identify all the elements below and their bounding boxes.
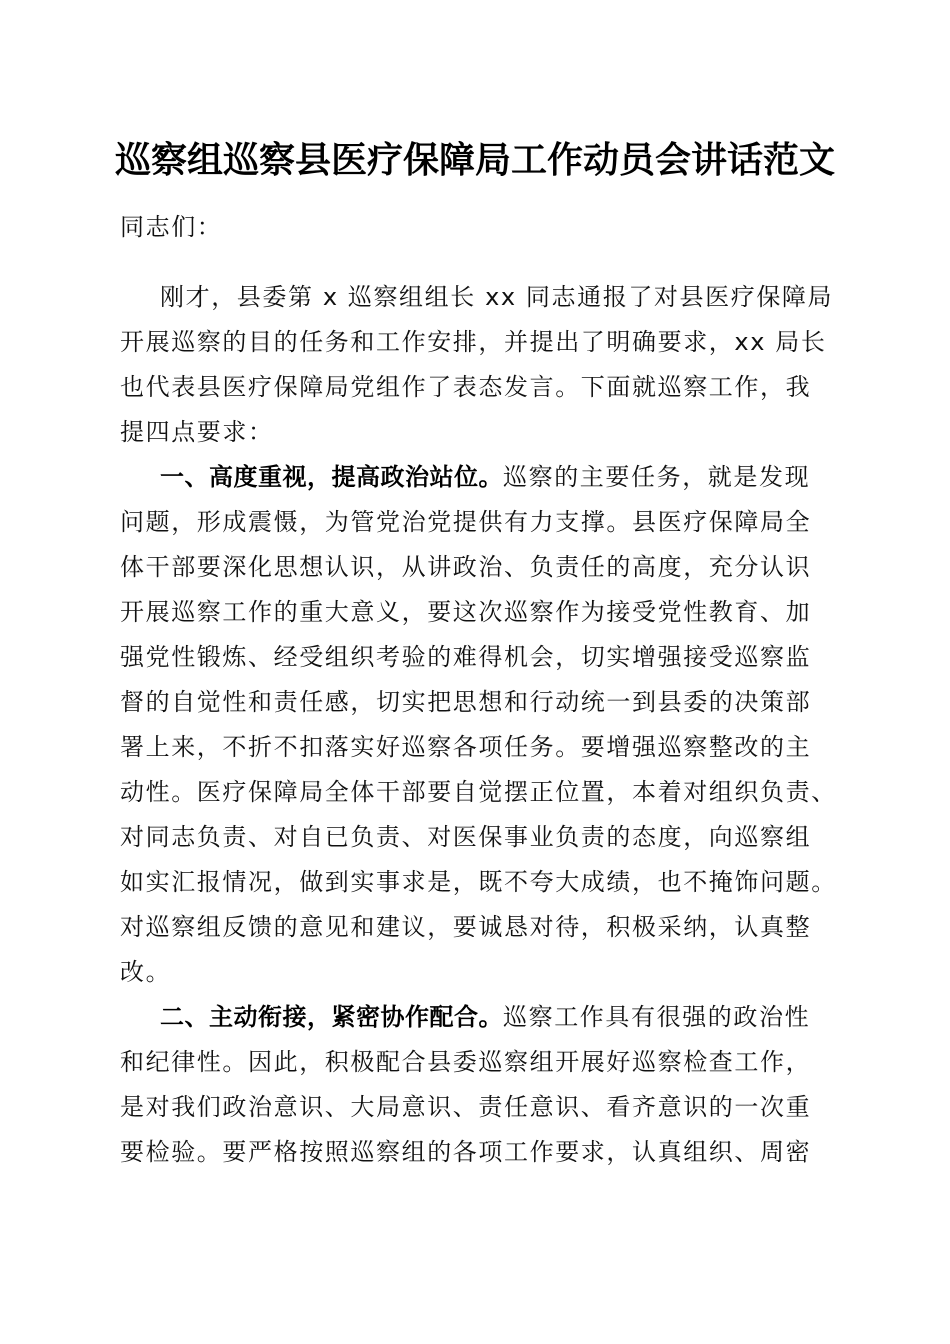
line-text: 是对我们政治意识、大局意识、责任意识、看齐意识的一次重 <box>120 1093 812 1121</box>
line-text: 体干部要深化思想认识，从讲政治、负责任的高度，充分认识 <box>120 553 812 581</box>
line-text: 和纪律性。因此，积极配合县委巡察组开展好巡察检查工作， <box>120 1048 812 1076</box>
section-heading: 一、高度重视，提高政治站位。 <box>160 463 503 491</box>
line-text: 巡察的主要任务，就是发现 <box>503 463 811 491</box>
paragraph-line <box>120 1085 811 1130</box>
paragraph-line <box>120 410 274 455</box>
paragraph-line <box>120 680 811 725</box>
line-text: 刚才，县委第 x 巡察组组长 xx 同志通报了对县医疗保障局 <box>160 283 834 311</box>
line-text: 如实汇报情况，做到实事求是，既不夸大成绩，也不掩饰问题。 <box>120 868 837 896</box>
paragraph-line <box>120 1040 811 1085</box>
paragraph-line <box>120 950 171 995</box>
line-text: 开展巡察的目的任务和工作安排，并提出了明确要求，xx 局长 <box>120 328 827 356</box>
paragraph-line <box>160 455 810 500</box>
line-text: 巡察工作具有很强的政治性 <box>503 1003 811 1031</box>
paragraph-line <box>120 815 811 860</box>
line-text: 改。 <box>120 958 172 986</box>
line-text: 问题，形成震慑，为管党治党提供有力支撑。县医疗保障局全 <box>120 508 812 536</box>
paragraph-line <box>160 995 810 1040</box>
paragraph-line <box>120 635 811 680</box>
paragraph-line <box>120 725 811 770</box>
line-text: 对同志负责、对自已负责、对医保事业负责的态度，向巡察组 <box>120 823 812 851</box>
paragraph-line <box>120 320 826 365</box>
line-text: 开展巡察工作的重大意义，要这次巡察作为接受党性教育、加 <box>120 598 812 626</box>
salutation: 同志们： <box>120 213 223 241</box>
paragraph-line <box>120 905 811 950</box>
line-text: 动性。医疗保障局全体干部要自觉摆正位置，本着对组织负责、 <box>120 778 837 806</box>
paragraph-line <box>120 545 811 590</box>
paragraph-line <box>120 590 811 635</box>
paragraph-line <box>160 275 833 320</box>
document-title: 巡察组巡察县医疗保障局工作动员会讲话范文 <box>114 139 835 181</box>
line-text: 督的自觉性和责任感，切实把思想和行动统一到县委的决策部 <box>120 688 812 716</box>
line-text: 对巡察组反馈的意见和建议，要诚恳对待，积极采纳，认真整 <box>120 913 812 941</box>
paragraph-line <box>120 770 837 815</box>
line-text: 提四点要求： <box>120 418 274 446</box>
paragraph-line <box>120 365 811 410</box>
line-text: 强党性锻炼、经受组织考验的难得机会，切实增强接受巡察监 <box>120 643 812 671</box>
line-text: 署上来，不折不扣落实好巡察各项任务。要增强巡察整改的主 <box>120 733 812 761</box>
line-text: 也代表县医疗保障局党组作了表态发言。下面就巡察工作，我 <box>120 373 812 401</box>
paragraph-line <box>120 1130 811 1175</box>
paragraph-line <box>120 860 837 905</box>
section-heading: 二、主动衔接，紧密协作配合。 <box>160 1003 503 1031</box>
paragraph-line <box>120 500 811 545</box>
line-text: 要检验。要严格按照巡察组的各项工作要求，认真组织、周密 <box>120 1138 812 1166</box>
